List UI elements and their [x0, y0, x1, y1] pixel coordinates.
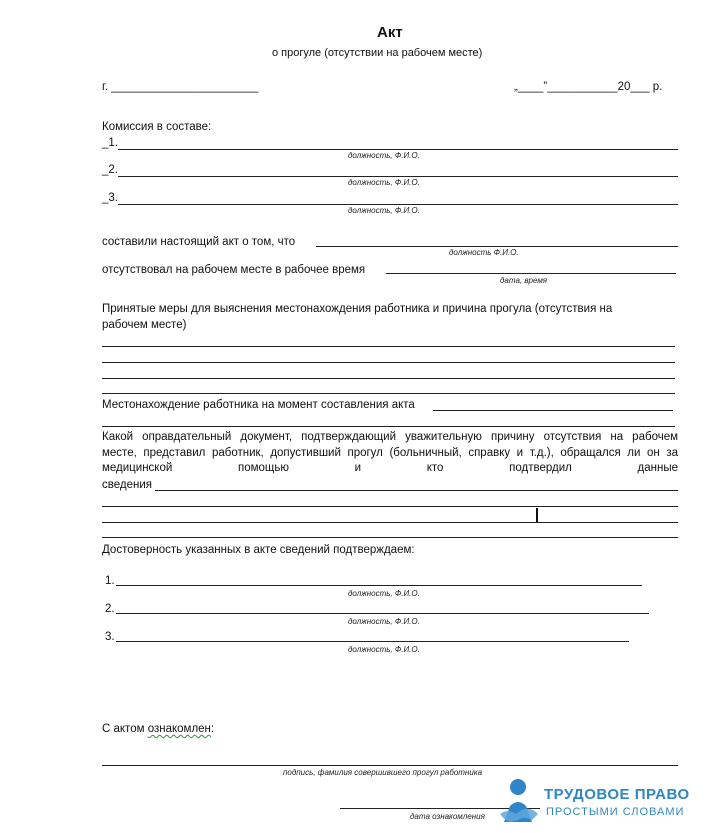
commission-member-3: _3.	[102, 192, 118, 204]
confirmation-member-3: 3.	[105, 631, 115, 643]
location-label: Местонахождение работника на момент составления акта	[102, 399, 415, 411]
measures-line-2: рабочем месте)	[102, 319, 187, 331]
statement-blank-2	[386, 273, 676, 274]
location-blank-2	[102, 426, 675, 427]
logo-line-1: ТРУДОВОЕ ПРАВО	[544, 786, 690, 803]
confirmation-member-2: 2.	[105, 603, 115, 615]
statement-caption-1: должность Ф.И.О.	[449, 248, 519, 257]
statement-line-2: отсутствовал на рабочем месте в рабочее время	[102, 264, 366, 276]
document-title: Акт	[377, 24, 403, 41]
acknowledgment-signature-line	[102, 765, 678, 766]
commission-caption-2: должность, Ф.И.О.	[348, 178, 420, 187]
confirmation-member-1: 1.	[105, 575, 115, 587]
logo-line-2: ПРОСТЫМИ СЛОВАМИ	[546, 806, 685, 818]
measures-blank-2	[102, 362, 675, 363]
justification-paragraph	[102, 430, 678, 477]
acknowledgment-label-prefix: С актом	[102, 723, 148, 735]
date-field: „____”___________20___ р.	[514, 81, 663, 93]
commission-member-1: _1.	[102, 137, 118, 149]
commission-caption-3: должность, Ф.И.О.	[348, 206, 420, 215]
commission-line-3	[118, 204, 678, 205]
measures-blank-1	[102, 346, 675, 347]
justification-blank-3	[102, 537, 678, 538]
measures-blank-4	[102, 393, 675, 394]
logo	[496, 774, 706, 830]
city-field: г. _______________________	[102, 81, 259, 93]
document-subtitle: о прогуле (отсутствии на рабочем месте)	[272, 47, 483, 59]
statement-caption-2: дата, время	[500, 276, 548, 285]
confirmation-caption-2: должность, Ф.И.О.	[348, 617, 420, 626]
confirmation-line-3	[116, 641, 629, 642]
justification-blank-1	[102, 506, 678, 507]
acknowledgment-caption-1: подпись, фамилия совершившего прогул работника	[283, 768, 483, 777]
commission-line-1	[118, 149, 678, 150]
confirmation-caption-3: должность, Ф.И.О.	[348, 645, 420, 654]
statement-line-1: составили настоящий акт о том, что	[102, 236, 296, 248]
justification-line-3: медицинской помощью и кто подтвердил данные	[102, 462, 678, 474]
measures-line-1: Принятые меры для выяснения местонахождения работника и причина прогула (отсутствия на	[102, 303, 613, 315]
justification-line-4: сведения	[102, 479, 152, 491]
confirmation-line-2	[116, 613, 649, 614]
commission-label: Комиссия в составе:	[102, 121, 212, 133]
measures-blank-3	[102, 378, 675, 379]
justification-line-2: месте, представил работник, допустивший прогул (больничный, справку и т.д.), обращался ли он за	[102, 446, 678, 459]
commission-member-2: _2.	[102, 164, 118, 176]
confirmation-caption-1: должность, Ф.И.О.	[348, 589, 420, 598]
location-blank-1	[433, 410, 673, 411]
acknowledgment-caption-2: дата ознакомления	[410, 812, 485, 821]
handshake-person-icon	[496, 776, 540, 830]
statement-blank-1	[316, 246, 678, 247]
justification-line-1: Какой оправдательный документ, подтверждающий уважительную причину отсутствия на рабочем	[102, 431, 678, 443]
acknowledgment-label-word: ознакомлен	[147, 723, 211, 735]
commission-line-2	[118, 176, 678, 177]
acknowledgment-label-colon: :	[210, 723, 215, 735]
justification-blank-0	[155, 490, 678, 491]
confirmation-label: Достоверность указанных в акте сведений подтверждаем:	[102, 544, 415, 556]
justification-blank-2	[102, 522, 678, 523]
text-cursor	[536, 508, 538, 522]
acknowledgment-label	[102, 722, 214, 736]
commission-caption-1: должность, Ф.И.О.	[348, 151, 420, 160]
confirmation-line-1	[116, 585, 642, 586]
